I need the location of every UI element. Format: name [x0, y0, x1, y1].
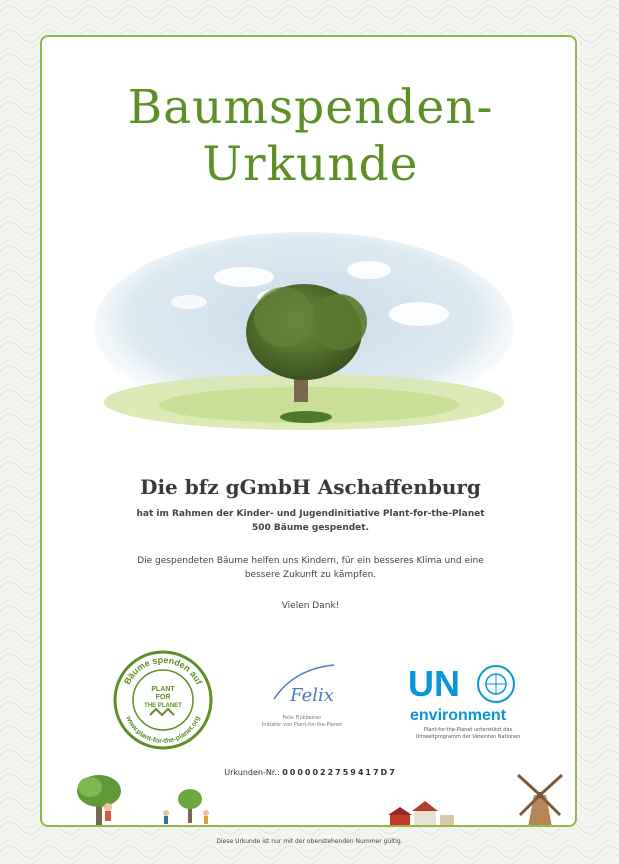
- windmill-icon: [518, 775, 562, 827]
- un-caption: [388, 727, 548, 741]
- left-tree-icon: [77, 775, 121, 825]
- un-caption-line2: Umweltprogramm der Vereinten Nationen: [415, 734, 521, 740]
- thanks-text: Vielen Dank!: [281, 601, 340, 611]
- kids-group-icon: [163, 810, 209, 824]
- middle-tree-icon: [178, 789, 202, 823]
- signature-name: Felix: [290, 685, 334, 706]
- serial-label: Urkunden-Nr.:: [224, 768, 280, 777]
- signature-caption-line2: Initiator von Plant-for-the-Planet: [261, 722, 343, 728]
- stamp-bottom-text: www.plant-for-the-planet.org: [124, 715, 202, 746]
- un-logo-text: UN: [408, 663, 460, 704]
- certificate-title-line1: Baumspenden-: [127, 80, 494, 135]
- un-caption-line1: Plant-for-the-Planet unterstützt das: [423, 727, 513, 733]
- donation-line-1: hat im Rahmen der Kinder- und Jugendinitiative Plant-for-the-Planet: [136, 509, 485, 519]
- serial-number: 0000022759417D7: [282, 768, 397, 777]
- donation-line-2: 500 Bäume gespendet.: [252, 523, 369, 533]
- certificate-title-line2: Urkunde: [202, 137, 419, 192]
- farm-houses-icon: [388, 801, 454, 827]
- certificate-card: [40, 35, 577, 827]
- stamp-logo-text-2: FOR: [155, 694, 171, 701]
- stamp-logo-text-1: PLANT: [151, 686, 175, 693]
- validity-footer: Diese Urkunde ist nur mit der obenstehenden Nummer gültig.: [216, 838, 403, 845]
- kid-figure-icon: [104, 803, 112, 821]
- stamp-figures-icon: [150, 709, 174, 715]
- tree-illustration: [94, 222, 514, 432]
- stamp-top-text: Bäume spenden auf: [121, 654, 205, 687]
- un-environment-logo: [408, 662, 518, 724]
- message-line-1: Die gespendeten Bäume helfen uns Kindern, für ein besseres Klima und eine: [137, 556, 484, 566]
- signature-caption-line1: Felix Finkbeiner: [282, 715, 322, 721]
- un-emblem-icon: [478, 666, 514, 702]
- un-environment-text: environment: [410, 707, 507, 724]
- certificate-number: [42, 768, 577, 777]
- message-line-2: bessere Zukunft zu kämpfen.: [244, 570, 377, 580]
- stamp-logo-text-3: THE PLANET: [144, 703, 182, 709]
- plant-for-the-planet-stamp: [112, 649, 214, 751]
- recipient-name: Die bfz gGmbH Aschaffenburg: [140, 475, 481, 499]
- signature-caption: [222, 715, 382, 729]
